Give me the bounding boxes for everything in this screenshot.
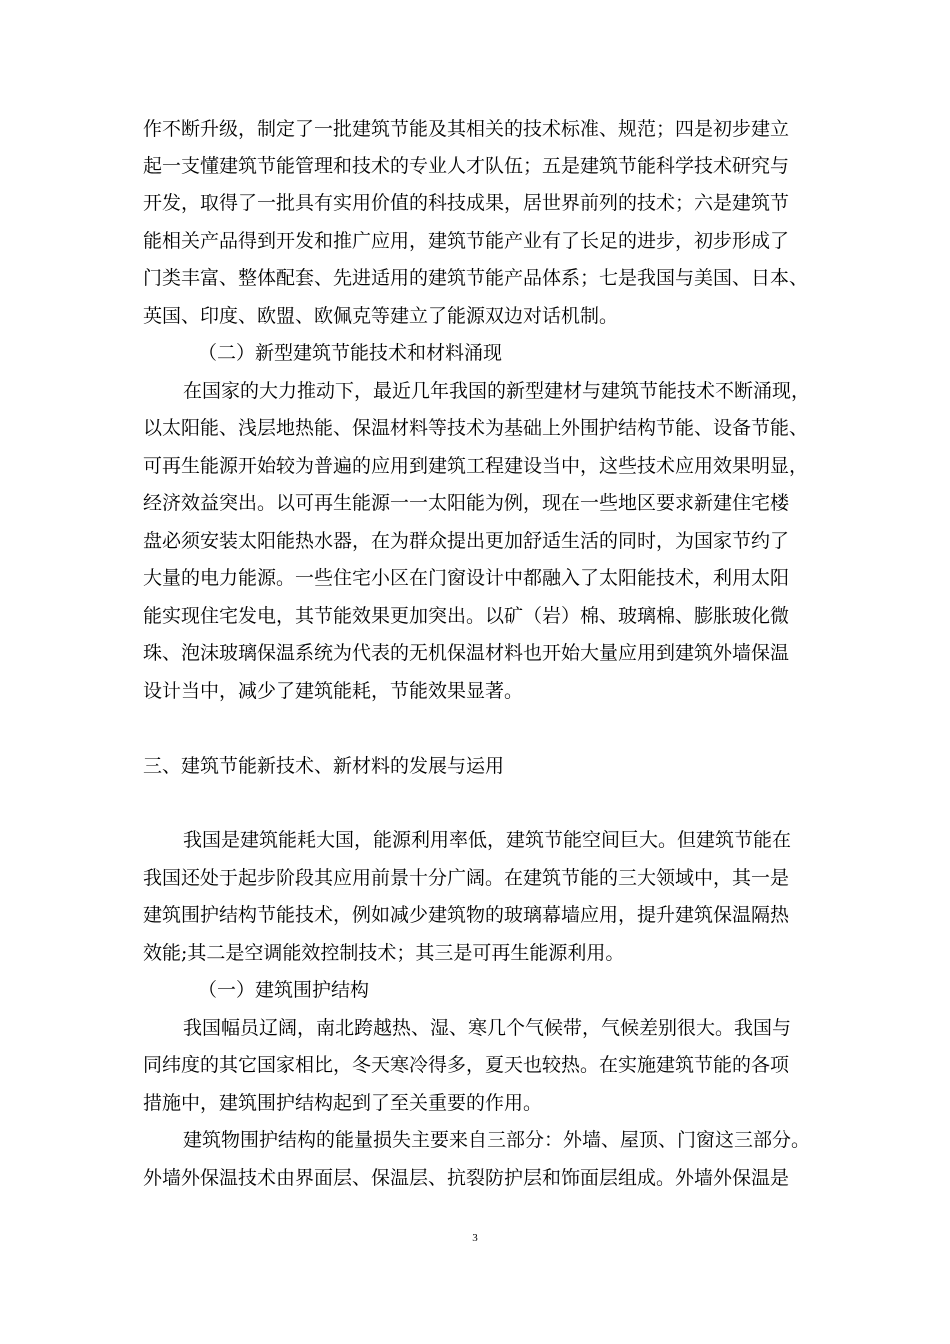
paragraph-line: 大量的电力能源。一些住宅小区在门窗设计中都融入了太阳能技术，利用太阳 xyxy=(143,567,790,589)
paragraph-line: 效能;其二是空调能效控制技术；其三是可再生能源利用。 xyxy=(143,942,625,964)
paragraph-line: 可再生能源开始较为普遍的应用到建筑工程建设当中，这些技术应用效果明显， xyxy=(143,455,809,477)
paragraph-line: 能相关产品得到开发和推广应用，建筑节能产业有了长足的进步，初步形成了 xyxy=(143,230,790,252)
paragraph-line: 建筑物围护结构的能量损失主要来自三部分：外墙、屋顶、门窗这三部分。 xyxy=(183,1129,811,1151)
paragraph-line: 起一支懂建筑节能管理和技术的专业人才队伍；五是建筑节能科学技术研究与 xyxy=(143,155,790,177)
subsection-heading: （一）建筑围护结构 xyxy=(198,979,370,1001)
paragraph-line: 作不断升级，制定了一批建筑节能及其相关的技术标准、规范；四是初步建立 xyxy=(143,118,790,140)
paragraph-line: 措施中，建筑围护结构起到了至关重要的作用。 xyxy=(143,1092,543,1114)
paragraph-line: 我国幅员辽阔，南北跨越热、湿、寒几个气候带，气候差别很大。我国与 xyxy=(183,1017,792,1039)
paragraph-line: 同纬度的其它国家相比，冬天寒冷得多，夏天也较热。在实施建筑节能的各项 xyxy=(143,1054,790,1076)
paragraph-line: 门类丰富、整体配套、先进适用的建筑节能产品体系；七是我国与美国、日本、 xyxy=(143,267,809,289)
paragraph-line: 建筑围护结构节能技术，例如减少建筑物的玻璃幕墙应用，提升建筑保温隔热 xyxy=(143,904,790,926)
paragraph-line: 经济效益突出。以可再生能源一一太阳能为例，现在一些地区要求新建住宅楼 xyxy=(143,492,790,514)
paragraph-line: 英国、印度、欧盟、欧佩克等建立了能源双边对话机制。 xyxy=(143,305,619,327)
paragraph-line: 在国家的大力推动下，最近几年我国的新型建材与建筑节能技术不断涌现， xyxy=(183,380,811,402)
paragraph-line: 开发，取得了一批具有实用价值的科技成果，居世界前列的技术；六是建筑节 xyxy=(143,192,790,214)
page-number: 3 xyxy=(472,1232,478,1244)
paragraph-line: 以太阳能、浅层地热能、保温材料等技术为基础上外围护结构节能、设备节能、 xyxy=(143,417,809,439)
paragraph-line: 我国还处于起步阶段其应用前景十分广阔。在建筑节能的三大领域中，其一是 xyxy=(143,867,790,889)
paragraph-line: 能实现住宅发电，其节能效果更加突出。以矿（岩）棉、玻璃棉、膨胀玻化微 xyxy=(143,605,790,627)
paragraph-line: 我国是建筑能耗大国，能源利用率低，建筑节能空间巨大。但建筑节能在 xyxy=(183,829,792,851)
paragraph-line: 珠、泡沫玻璃保温系统为代表的无机保温材料也开始大量应用到建筑外墙保温 xyxy=(143,642,790,664)
section-heading: 三、建筑节能新技术、新材料的发展与运用 xyxy=(143,755,505,777)
subsection-heading: （二）新型建筑节能技术和材料涌现 xyxy=(198,342,503,364)
paragraph-line: 设计当中，减少了建筑能耗，节能效果显著。 xyxy=(143,680,524,702)
paragraph-line: 盘必须安装太阳能热水器，在为群众提出更加舒适生活的同时，为国家节约了 xyxy=(143,530,790,552)
paragraph-line: 外墙外保温技术由界面层、保温层、抗裂防护层和饰面层组成。外墙外保温是 xyxy=(143,1167,790,1189)
